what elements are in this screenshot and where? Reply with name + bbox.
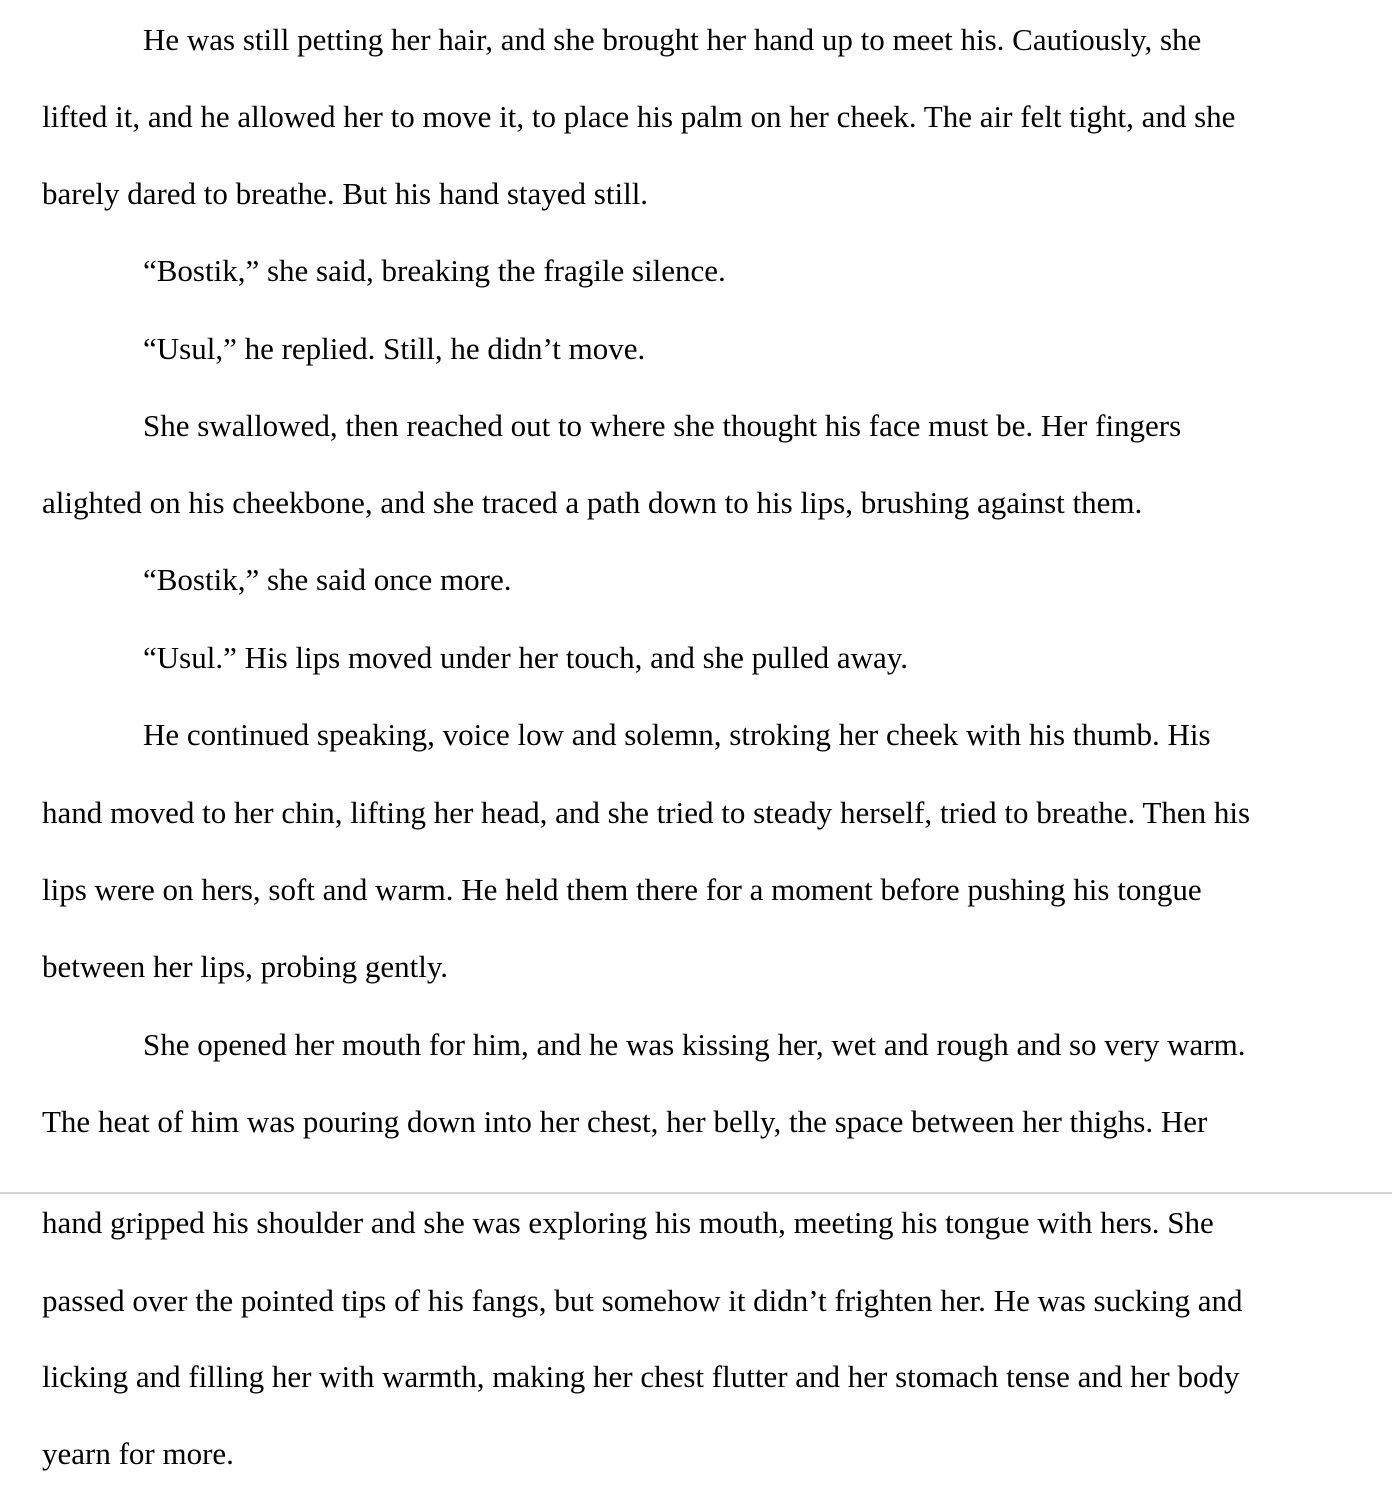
text-line: “Bostik,” she said, breaking the fragile silence. — [143, 253, 726, 288]
text-line: “Usul,” he replied. Still, he didn’t move. — [143, 331, 646, 366]
page-divider — [0, 1192, 1392, 1194]
text-line: He was still petting her hair, and she brought her hand up to meet his. Cautiously, she — [143, 22, 1202, 57]
text-line: The heat of him was pouring down into her chest, her belly, the space between her thighs. Her — [42, 1104, 1208, 1139]
text-line: passed over the pointed tips of his fangs, but somehow it didn’t frighten her. He was sucking and — [42, 1283, 1243, 1318]
text-line: hand gripped his shoulder and she was exploring his mouth, meeting his tongue with hers. She — [42, 1205, 1214, 1240]
text-line: He continued speaking, voice low and solemn, stroking her cheek with his thumb. His — [143, 717, 1211, 752]
text-line: yearn for more. — [42, 1436, 234, 1471]
text-line: hand moved to her chin, lifting her head, and she tried to steady herself, tried to breathe. Then his — [42, 795, 1251, 830]
text-line: alighted on his cheekbone, and she traced a path down to his lips, brushing against them. — [42, 485, 1143, 520]
text-line: “Usul.” His lips moved under her touch, and she pulled away. — [143, 640, 909, 675]
text-line: lips were on hers, soft and warm. He held them there for a moment before pushing his tongue — [42, 872, 1202, 907]
text-line: lifted it, and he allowed her to move it, to place his palm on her cheek. The air felt tight, and she — [42, 99, 1236, 134]
text-line: “Bostik,” she said once more. — [143, 562, 512, 597]
text-line: between her lips, probing gently. — [42, 949, 449, 984]
text-line: barely dared to breathe. But his hand stayed still. — [42, 176, 649, 211]
text-line: She opened her mouth for him, and he was kissing her, wet and rough and so very warm. — [143, 1027, 1246, 1062]
text-line: She swallowed, then reached out to where she thought his face must be. Her fingers — [143, 408, 1182, 443]
text-line: licking and filling her with warmth, making her chest flutter and her stomach tense and her body — [42, 1359, 1240, 1394]
